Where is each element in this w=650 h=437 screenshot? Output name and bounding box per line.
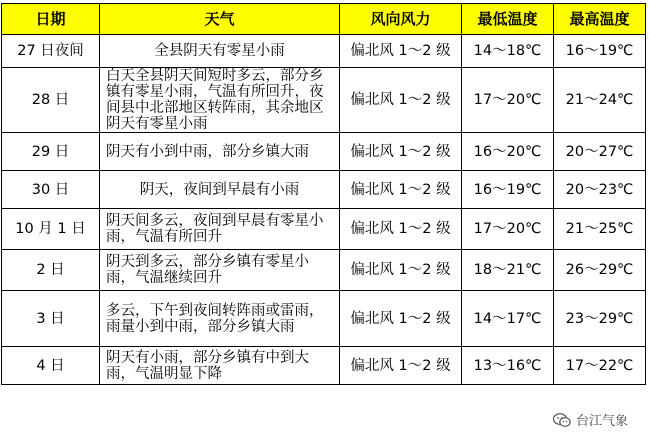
watermark-text: 台江气象 — [575, 414, 628, 429]
weather-cell: 阴天有小到中雨，部分乡镇大雨 — [100, 133, 340, 171]
high-temp-cell: 21～25℃ — [554, 209, 646, 250]
high-temp-cell: 20～27℃ — [554, 133, 646, 171]
wind-cell: 偏北风 1～2 级 — [340, 133, 462, 171]
low-temp-cell: 16～19℃ — [462, 171, 554, 209]
date-cell: 28 日 — [2, 68, 100, 133]
weather-cell: 白天全县阴天间短时多云，部分乡镇有零星小雨，气温有所回升，夜间县中北部地区转阵雨，其余地区阴天有零星小雨 — [100, 68, 340, 133]
low-temp-cell: 13～16℃ — [462, 347, 554, 385]
high-temp-cell: 26～29℃ — [554, 250, 646, 291]
date-cell: 2 日 — [2, 250, 100, 291]
header-wind: 风向风力 — [340, 4, 462, 35]
date-cell: 30 日 — [2, 171, 100, 209]
low-temp-cell: 14～18℃ — [462, 35, 554, 68]
table-row — [2, 68, 646, 133]
header-date: 日期 — [2, 4, 100, 35]
header-high-temp: 最高温度 — [554, 4, 646, 35]
high-temp-cell: 17～22℃ — [554, 347, 646, 385]
wind-cell: 偏北风 1～2 级 — [340, 209, 462, 250]
watermark — [552, 410, 628, 429]
high-temp-cell: 20～23℃ — [554, 171, 646, 209]
table-row — [2, 35, 646, 68]
date-cell: 4 日 — [2, 347, 100, 385]
low-temp-cell: 16～20℃ — [462, 133, 554, 171]
table-row — [2, 347, 646, 385]
weather-cell: 多云，下午到夜间转阵雨或雷雨，雨量小到中雨，部分乡镇大雨 — [100, 291, 340, 347]
date-cell: 3 日 — [2, 291, 100, 347]
high-temp-cell: 21～24℃ — [554, 68, 646, 133]
date-cell: 10 月 1 日 — [2, 209, 100, 250]
wind-cell: 偏北风 1～2 级 — [340, 291, 462, 347]
weather-cell: 阴天有小雨，部分乡镇有中到大雨，气温明显下降 — [100, 347, 340, 385]
high-temp-cell: 23～29℃ — [554, 291, 646, 347]
header-weather: 天气 — [100, 4, 340, 35]
wind-cell: 偏北风 1～2 级 — [340, 347, 462, 385]
wind-cell: 偏北风 1～2 级 — [340, 68, 462, 133]
header-low-temp: 最低温度 — [462, 4, 554, 35]
date-cell: 27 日夜间 — [2, 35, 100, 68]
forecast-table — [1, 3, 646, 385]
high-temp-cell: 16～19℃ — [554, 35, 646, 68]
weather-cell: 全县阴天有零星小雨 — [100, 35, 340, 68]
table-row — [2, 209, 646, 250]
low-temp-cell: 17～20℃ — [462, 209, 554, 250]
low-temp-cell: 14～17℃ — [462, 291, 554, 347]
wind-cell: 偏北风 1～2 级 — [340, 250, 462, 291]
table-row — [2, 250, 646, 291]
low-temp-cell: 18～21℃ — [462, 250, 554, 291]
weather-cell: 阴天，夜间到早晨有小雨 — [100, 171, 340, 209]
wechat-icon — [552, 412, 572, 428]
wind-cell: 偏北风 1～2 级 — [340, 35, 462, 68]
weather-cell: 阴天到多云，部分乡镇有零星小雨，气温继续回升 — [100, 250, 340, 291]
table-row — [2, 171, 646, 209]
low-temp-cell: 17～20℃ — [462, 68, 554, 133]
table-row — [2, 291, 646, 347]
weather-cell: 阴天间多云，夜间到早晨有零星小雨，气温有所回升 — [100, 209, 340, 250]
wind-cell: 偏北风 1～2 级 — [340, 171, 462, 209]
header-row — [2, 4, 646, 35]
table-row — [2, 133, 646, 171]
date-cell: 29 日 — [2, 133, 100, 171]
